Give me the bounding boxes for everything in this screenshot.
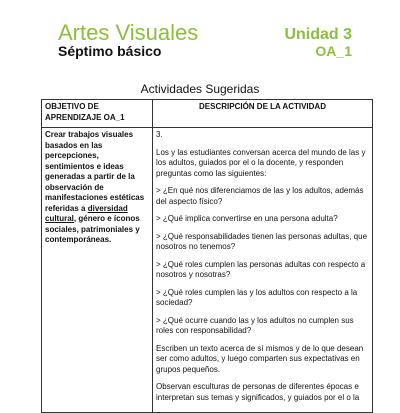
objective-text-underlined: diversidad cultural bbox=[45, 203, 128, 223]
section-title: Actividades Sugeridas bbox=[140, 82, 260, 96]
page-subtitle: Séptimo básico bbox=[58, 43, 162, 59]
activity-number: 3. bbox=[156, 130, 163, 139]
activity-question: > ¿Qué responsabilidades tienen las personas adultas, que nosotros no tenemos? bbox=[156, 231, 368, 251]
objective-text-after: , género e íconos sociales, patrimoniales y contemporáneas. bbox=[45, 214, 140, 244]
activity-question: > ¿Qué ocurre cuando las y los adultos no cumplen sus roles con responsabilidad? bbox=[156, 315, 354, 335]
activity-paragraph: Los y las estudiantes conversan acerca del mundo de las y los adultos, guiados por el o la docente, y responden preguntas como las siguientes: bbox=[156, 147, 366, 178]
page-header bbox=[0, 0, 400, 64]
activities-table bbox=[41, 99, 373, 413]
description-cell bbox=[153, 128, 373, 413]
page-title: Artes Visuales bbox=[58, 20, 199, 45]
activity-paragraph: Escriben un texto acerca de sí mismos y de lo que desean ser como adultos, y luego comparten sus expectativas en grupos pequeños. bbox=[156, 343, 364, 374]
activity-question: > ¿Qué roles cumplen las y los adultos con respecto a la sociedad? bbox=[156, 287, 358, 307]
activity-question: > ¿Qué roles cumplen las personas adultas con respecto a nosotros y nosotras? bbox=[156, 259, 366, 279]
objective-header: OBJETIVO DE APRENDIZAJE OA_1 bbox=[42, 100, 153, 128]
oa-code: OA_1 bbox=[315, 43, 352, 59]
table-row bbox=[42, 128, 373, 413]
activity-question: > ¿En qué nos diferenciamos de las y los adultos, además del aspecto físico? bbox=[156, 186, 364, 206]
activity-question: > ¿Qué implica convertirse en una persona adulta? bbox=[156, 214, 338, 223]
activity-paragraph: Observan esculturas de personas de diferentes épocas e interpretan sus temas y significados, y guiados por el o la bbox=[156, 382, 360, 402]
description-header: DESCRIPCIÓN DE LA ACTIVIDAD bbox=[153, 100, 373, 128]
objective-cell bbox=[42, 128, 153, 413]
unit-label: Unidad 3 bbox=[284, 26, 352, 43]
objective-text-before: Crear trabajos visuales basados en las percepciones, sentimientos e ideas generadas a partir de la observación de manifestaciones estéticas referidas a bbox=[45, 130, 145, 213]
table-header-row bbox=[42, 100, 373, 128]
